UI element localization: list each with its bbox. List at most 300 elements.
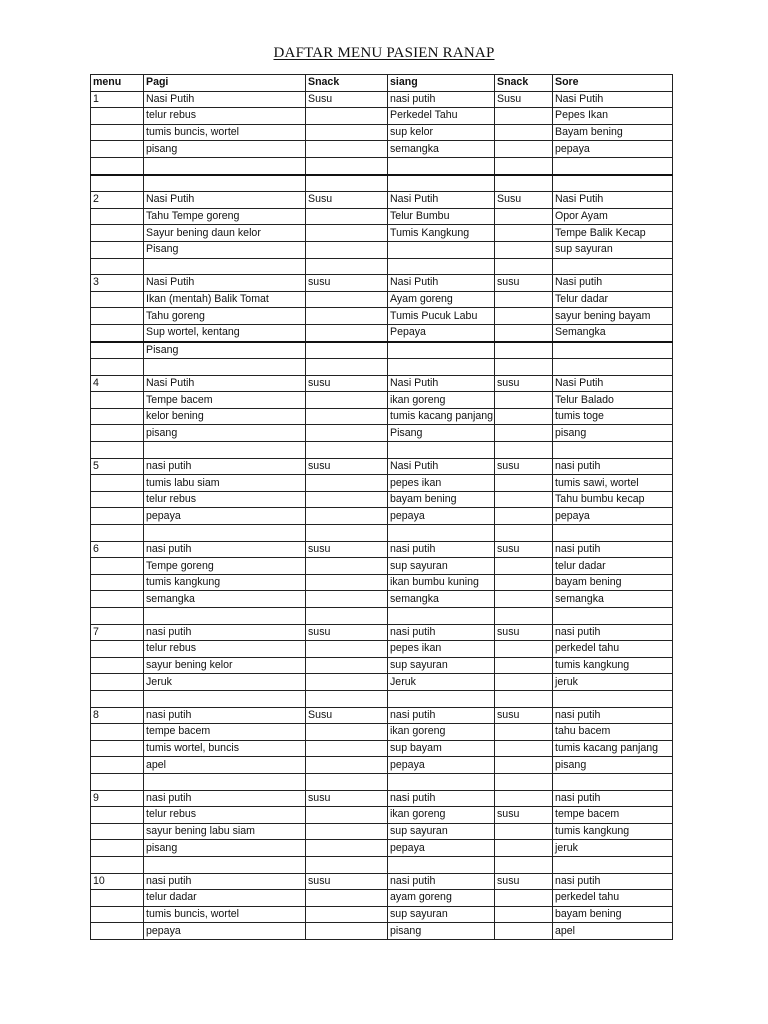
cell-snack-2 bbox=[495, 157, 553, 174]
cell-snack-1 bbox=[306, 856, 388, 873]
cell-siang: Tumis Kangkung bbox=[388, 225, 495, 242]
cell-siang bbox=[388, 608, 495, 625]
cell-sore: Bayam bening bbox=[553, 124, 673, 141]
cell-snack-2 bbox=[495, 906, 553, 923]
cell-snack-2: susu bbox=[495, 707, 553, 724]
cell-sore: sayur bening bayam bbox=[553, 308, 673, 325]
cell-siang: nasi putih bbox=[388, 91, 495, 108]
cell-menu-number: 9 bbox=[91, 790, 144, 807]
cell-menu-number bbox=[91, 856, 144, 873]
cell-siang bbox=[388, 442, 495, 459]
cell-siang: tumis kacang panjang bbox=[388, 408, 495, 425]
cell-sore bbox=[553, 773, 673, 790]
cell-siang: ikan goreng bbox=[388, 724, 495, 741]
cell-pagi: Tempe goreng bbox=[144, 558, 306, 575]
cell-snack-1 bbox=[306, 359, 388, 376]
cell-pagi: tumis kangkung bbox=[144, 574, 306, 591]
cell-sore: jeruk bbox=[553, 674, 673, 691]
cell-snack-1 bbox=[306, 525, 388, 542]
cell-snack-1: Susu bbox=[306, 91, 388, 108]
cell-snack-1 bbox=[306, 508, 388, 525]
cell-snack-1 bbox=[306, 442, 388, 459]
cell-menu-number: 10 bbox=[91, 873, 144, 890]
table-row bbox=[91, 674, 673, 691]
header-cell-pagi: Pagi bbox=[144, 75, 306, 92]
cell-siang: ayam goreng bbox=[388, 890, 495, 907]
cell-pagi: Nasi Putih bbox=[144, 375, 306, 392]
cell-siang: sup bayam bbox=[388, 740, 495, 757]
cell-menu-number bbox=[91, 657, 144, 674]
cell-pagi bbox=[144, 525, 306, 542]
header-cell-sore: Sore bbox=[553, 75, 673, 92]
cell-snack-1 bbox=[306, 690, 388, 707]
cell-pagi bbox=[144, 773, 306, 790]
cell-snack-2 bbox=[495, 291, 553, 308]
cell-menu-number: 5 bbox=[91, 458, 144, 475]
cell-menu-number bbox=[91, 807, 144, 824]
cell-snack-1 bbox=[306, 591, 388, 608]
cell-sore: tahu bacem bbox=[553, 724, 673, 741]
cell-snack-1 bbox=[306, 890, 388, 907]
cell-siang: Jeruk bbox=[388, 674, 495, 691]
table-row bbox=[91, 823, 673, 840]
cell-menu-number: 4 bbox=[91, 375, 144, 392]
cell-sore bbox=[553, 856, 673, 873]
cell-menu-number bbox=[91, 890, 144, 907]
cell-siang: sup sayuran bbox=[388, 558, 495, 575]
cell-snack-1 bbox=[306, 175, 388, 192]
cell-pagi: Jeruk bbox=[144, 674, 306, 691]
cell-snack-1: susu bbox=[306, 873, 388, 890]
cell-siang: ikan goreng bbox=[388, 807, 495, 824]
cell-menu-number bbox=[91, 740, 144, 757]
cell-pagi bbox=[144, 608, 306, 625]
cell-menu-number bbox=[91, 823, 144, 840]
cell-siang: nasi putih bbox=[388, 624, 495, 641]
cell-snack-1 bbox=[306, 840, 388, 857]
cell-menu-number bbox=[91, 308, 144, 325]
cell-snack-1 bbox=[306, 674, 388, 691]
cell-snack-1 bbox=[306, 823, 388, 840]
cell-siang: Perkedel Tahu bbox=[388, 108, 495, 125]
cell-snack-1 bbox=[306, 408, 388, 425]
cell-snack-2 bbox=[495, 175, 553, 192]
cell-snack-2 bbox=[495, 359, 553, 376]
cell-snack-1: Susu bbox=[306, 192, 388, 209]
cell-siang bbox=[388, 157, 495, 174]
cell-menu-number bbox=[91, 906, 144, 923]
cell-menu-number: 6 bbox=[91, 541, 144, 558]
table-row bbox=[91, 208, 673, 225]
cell-pagi: apel bbox=[144, 757, 306, 774]
cell-sore bbox=[553, 258, 673, 275]
cell-siang: sup kelor bbox=[388, 124, 495, 141]
cell-snack-1 bbox=[306, 491, 388, 508]
cell-pagi: nasi putih bbox=[144, 873, 306, 890]
cell-menu-number: 7 bbox=[91, 624, 144, 641]
cell-menu-number bbox=[91, 724, 144, 741]
table-row bbox=[91, 840, 673, 857]
cell-siang: nasi putih bbox=[388, 541, 495, 558]
cell-pagi: kelor bening bbox=[144, 408, 306, 425]
cell-snack-2 bbox=[495, 108, 553, 125]
cell-siang bbox=[388, 359, 495, 376]
cell-siang: nasi putih bbox=[388, 873, 495, 890]
cell-siang: Tumis Pucuk Labu bbox=[388, 308, 495, 325]
cell-snack-2 bbox=[495, 392, 553, 409]
cell-siang: sup sayuran bbox=[388, 906, 495, 923]
cell-sore bbox=[553, 157, 673, 174]
cell-sore bbox=[553, 442, 673, 459]
cell-snack-1 bbox=[306, 641, 388, 658]
cell-pagi: tempe bacem bbox=[144, 724, 306, 741]
cell-siang bbox=[388, 773, 495, 790]
table-row bbox=[91, 258, 673, 275]
cell-sore: tumis sawi, wortel bbox=[553, 475, 673, 492]
cell-menu-number bbox=[91, 591, 144, 608]
cell-sore: Tahu bumbu kecap bbox=[553, 491, 673, 508]
cell-snack-2 bbox=[495, 773, 553, 790]
cell-pagi: pisang bbox=[144, 425, 306, 442]
cell-pagi: pepaya bbox=[144, 508, 306, 525]
cell-siang: pepes ikan bbox=[388, 475, 495, 492]
cell-menu-number bbox=[91, 241, 144, 258]
cell-snack-2 bbox=[495, 208, 553, 225]
table-row bbox=[91, 141, 673, 158]
cell-siang: sup sayuran bbox=[388, 823, 495, 840]
document-title bbox=[0, 43, 768, 63]
cell-snack-1: susu bbox=[306, 275, 388, 292]
table-row bbox=[91, 724, 673, 741]
cell-sore: pisang bbox=[553, 425, 673, 442]
cell-snack-1: susu bbox=[306, 458, 388, 475]
cell-menu-number bbox=[91, 175, 144, 192]
cell-pagi: nasi putih bbox=[144, 790, 306, 807]
cell-snack-1: susu bbox=[306, 541, 388, 558]
cell-snack-1 bbox=[306, 773, 388, 790]
cell-siang bbox=[388, 342, 495, 359]
cell-sore: apel bbox=[553, 923, 673, 940]
cell-menu-number bbox=[91, 408, 144, 425]
table-row bbox=[91, 591, 673, 608]
cell-snack-2 bbox=[495, 525, 553, 542]
table-row bbox=[91, 275, 673, 292]
table-row bbox=[91, 541, 673, 558]
cell-menu-number bbox=[91, 108, 144, 125]
table-row bbox=[91, 375, 673, 392]
cell-siang: pisang bbox=[388, 923, 495, 940]
cell-siang: pepes ikan bbox=[388, 641, 495, 658]
cell-snack-2 bbox=[495, 491, 553, 508]
cell-menu-number bbox=[91, 923, 144, 940]
cell-snack-1: susu bbox=[306, 624, 388, 641]
table-row bbox=[91, 558, 673, 575]
cell-snack-1: susu bbox=[306, 375, 388, 392]
cell-snack-2 bbox=[495, 856, 553, 873]
cell-sore: perkedel tahu bbox=[553, 641, 673, 658]
table-row bbox=[91, 342, 673, 359]
cell-pagi: Sup wortel, kentang bbox=[144, 324, 306, 341]
table-row bbox=[91, 856, 673, 873]
cell-pagi: Nasi Putih bbox=[144, 91, 306, 108]
cell-snack-2 bbox=[495, 740, 553, 757]
cell-snack-2 bbox=[495, 241, 553, 258]
cell-sore: nasi putih bbox=[553, 707, 673, 724]
table-row bbox=[91, 308, 673, 325]
cell-sore: telur dadar bbox=[553, 558, 673, 575]
cell-snack-1 bbox=[306, 657, 388, 674]
cell-snack-2: susu bbox=[495, 275, 553, 292]
cell-pagi: telur rebus bbox=[144, 108, 306, 125]
cell-siang: Pisang bbox=[388, 425, 495, 442]
cell-pagi: Nasi Putih bbox=[144, 275, 306, 292]
cell-menu-number bbox=[91, 574, 144, 591]
cell-menu-number bbox=[91, 342, 144, 359]
cell-snack-1 bbox=[306, 241, 388, 258]
cell-snack-1 bbox=[306, 342, 388, 359]
table-row bbox=[91, 392, 673, 409]
menu-table bbox=[90, 74, 673, 940]
cell-snack-2 bbox=[495, 408, 553, 425]
cell-pagi bbox=[144, 442, 306, 459]
table-row bbox=[91, 359, 673, 376]
cell-sore: tumis toge bbox=[553, 408, 673, 425]
cell-sore: Nasi Putih bbox=[553, 375, 673, 392]
table-row bbox=[91, 690, 673, 707]
cell-menu-number: 1 bbox=[91, 91, 144, 108]
cell-snack-1 bbox=[306, 208, 388, 225]
cell-sore bbox=[553, 608, 673, 625]
cell-sore: Semangka bbox=[553, 324, 673, 341]
cell-sore bbox=[553, 175, 673, 192]
cell-sore: tempe bacem bbox=[553, 807, 673, 824]
cell-snack-2 bbox=[495, 724, 553, 741]
cell-snack-2 bbox=[495, 591, 553, 608]
cell-pagi: tumis labu siam bbox=[144, 475, 306, 492]
cell-pagi bbox=[144, 690, 306, 707]
cell-snack-1 bbox=[306, 157, 388, 174]
cell-sore: Opor Ayam bbox=[553, 208, 673, 225]
cell-snack-2 bbox=[495, 225, 553, 242]
cell-siang: pepaya bbox=[388, 508, 495, 525]
cell-snack-2 bbox=[495, 475, 553, 492]
cell-sore bbox=[553, 342, 673, 359]
cell-sore: pepaya bbox=[553, 508, 673, 525]
cell-menu-number bbox=[91, 157, 144, 174]
cell-menu-number bbox=[91, 425, 144, 442]
table-row bbox=[91, 608, 673, 625]
cell-sore: Telur dadar bbox=[553, 291, 673, 308]
cell-sore: Telur Balado bbox=[553, 392, 673, 409]
cell-pagi: nasi putih bbox=[144, 458, 306, 475]
cell-menu-number bbox=[91, 558, 144, 575]
cell-snack-2: susu bbox=[495, 375, 553, 392]
cell-menu-number bbox=[91, 690, 144, 707]
cell-snack-1 bbox=[306, 291, 388, 308]
cell-snack-2 bbox=[495, 308, 553, 325]
table-row bbox=[91, 491, 673, 508]
cell-sore: nasi putih bbox=[553, 873, 673, 890]
cell-pagi: Tahu Tempe goreng bbox=[144, 208, 306, 225]
cell-snack-1 bbox=[306, 225, 388, 242]
document-title-text: DAFTAR MENU PASIEN RANAP bbox=[273, 45, 495, 61]
cell-menu-number bbox=[91, 840, 144, 857]
cell-siang: semangka bbox=[388, 141, 495, 158]
cell-menu-number bbox=[91, 141, 144, 158]
cell-siang: sup sayuran bbox=[388, 657, 495, 674]
cell-menu-number bbox=[91, 359, 144, 376]
cell-snack-2 bbox=[495, 324, 553, 341]
table-row bbox=[91, 442, 673, 459]
cell-siang: Telur Bumbu bbox=[388, 208, 495, 225]
cell-pagi: tumis buncis, wortel bbox=[144, 124, 306, 141]
cell-siang: ikan goreng bbox=[388, 392, 495, 409]
table-row bbox=[91, 707, 673, 724]
cell-sore: Pepes Ikan bbox=[553, 108, 673, 125]
cell-snack-2 bbox=[495, 141, 553, 158]
cell-snack-2 bbox=[495, 757, 553, 774]
table-row bbox=[91, 923, 673, 940]
cell-menu-number bbox=[91, 124, 144, 141]
cell-sore: tumis kangkung bbox=[553, 657, 673, 674]
table-row bbox=[91, 225, 673, 242]
table-row bbox=[91, 740, 673, 757]
cell-snack-2 bbox=[495, 558, 553, 575]
cell-sore: perkedel tahu bbox=[553, 890, 673, 907]
cell-menu-number: 2 bbox=[91, 192, 144, 209]
cell-pagi: sayur bening kelor bbox=[144, 657, 306, 674]
cell-menu-number bbox=[91, 674, 144, 691]
cell-menu-number bbox=[91, 392, 144, 409]
cell-pagi: Nasi Putih bbox=[144, 192, 306, 209]
cell-sore: tumis kangkung bbox=[553, 823, 673, 840]
cell-snack-2: Susu bbox=[495, 192, 553, 209]
cell-sore: Nasi putih bbox=[553, 275, 673, 292]
cell-snack-2 bbox=[495, 657, 553, 674]
cell-siang: nasi putih bbox=[388, 790, 495, 807]
cell-snack-1 bbox=[306, 141, 388, 158]
cell-snack-1 bbox=[306, 475, 388, 492]
table-row bbox=[91, 906, 673, 923]
cell-snack-1 bbox=[306, 923, 388, 940]
cell-pagi bbox=[144, 856, 306, 873]
cell-snack-2: susu bbox=[495, 624, 553, 641]
header-cell-menu: menu bbox=[91, 75, 144, 92]
menu-table-body bbox=[91, 91, 673, 939]
cell-siang: ikan bumbu kuning bbox=[388, 574, 495, 591]
cell-pagi: telur rebus bbox=[144, 807, 306, 824]
table-row bbox=[91, 124, 673, 141]
cell-menu-number: 3 bbox=[91, 275, 144, 292]
cell-pagi: pisang bbox=[144, 141, 306, 158]
table-row bbox=[91, 408, 673, 425]
cell-snack-2: susu bbox=[495, 873, 553, 890]
table-row bbox=[91, 773, 673, 790]
cell-pagi: Pisang bbox=[144, 241, 306, 258]
cell-sore bbox=[553, 359, 673, 376]
cell-siang bbox=[388, 175, 495, 192]
cell-pagi: telur rebus bbox=[144, 641, 306, 658]
cell-snack-2 bbox=[495, 790, 553, 807]
cell-snack-2 bbox=[495, 823, 553, 840]
header-cell-snack-1: Snack bbox=[306, 75, 388, 92]
cell-sore: pepaya bbox=[553, 141, 673, 158]
table-row bbox=[91, 508, 673, 525]
cell-menu-number bbox=[91, 475, 144, 492]
cell-pagi: nasi putih bbox=[144, 624, 306, 641]
cell-pagi: nasi putih bbox=[144, 707, 306, 724]
cell-sore: semangka bbox=[553, 591, 673, 608]
cell-snack-2: susu bbox=[495, 458, 553, 475]
cell-snack-1: susu bbox=[306, 790, 388, 807]
cell-snack-2: susu bbox=[495, 807, 553, 824]
cell-snack-2 bbox=[495, 508, 553, 525]
cell-siang: Nasi Putih bbox=[388, 275, 495, 292]
cell-menu-number bbox=[91, 608, 144, 625]
table-row bbox=[91, 890, 673, 907]
cell-snack-2 bbox=[495, 608, 553, 625]
cell-siang: Nasi Putih bbox=[388, 458, 495, 475]
cell-siang: Ayam goreng bbox=[388, 291, 495, 308]
cell-menu-number bbox=[91, 291, 144, 308]
cell-siang bbox=[388, 690, 495, 707]
cell-siang: pepaya bbox=[388, 757, 495, 774]
table-row bbox=[91, 525, 673, 542]
cell-snack-2 bbox=[495, 425, 553, 442]
cell-pagi: Tahu goreng bbox=[144, 308, 306, 325]
header-cell-siang: siang bbox=[388, 75, 495, 92]
cell-pagi: tumis buncis, wortel bbox=[144, 906, 306, 923]
cell-siang: bayam bening bbox=[388, 491, 495, 508]
table-row bbox=[91, 458, 673, 475]
table-row bbox=[91, 574, 673, 591]
cell-pagi: Ikan (mentah) Balik Tomat bbox=[144, 291, 306, 308]
table-row bbox=[91, 91, 673, 108]
cell-snack-1 bbox=[306, 757, 388, 774]
table-row bbox=[91, 475, 673, 492]
cell-sore: jeruk bbox=[553, 840, 673, 857]
cell-snack-1 bbox=[306, 608, 388, 625]
cell-menu-number bbox=[91, 773, 144, 790]
cell-siang: semangka bbox=[388, 591, 495, 608]
cell-siang: nasi putih bbox=[388, 707, 495, 724]
cell-snack-1 bbox=[306, 558, 388, 575]
cell-menu-number bbox=[91, 508, 144, 525]
cell-menu-number bbox=[91, 208, 144, 225]
cell-snack-1 bbox=[306, 124, 388, 141]
cell-menu-number: 8 bbox=[91, 707, 144, 724]
cell-snack-1 bbox=[306, 324, 388, 341]
table-row bbox=[91, 757, 673, 774]
cell-sore: Tempe Balik Kecap bbox=[553, 225, 673, 242]
cell-snack-1 bbox=[306, 425, 388, 442]
cell-snack-1 bbox=[306, 108, 388, 125]
cell-snack-1 bbox=[306, 740, 388, 757]
cell-siang bbox=[388, 856, 495, 873]
cell-pagi: nasi putih bbox=[144, 541, 306, 558]
cell-sore: Nasi Putih bbox=[553, 192, 673, 209]
cell-menu-number bbox=[91, 225, 144, 242]
cell-pagi: Pisang bbox=[144, 342, 306, 359]
cell-siang: Pepaya bbox=[388, 324, 495, 341]
cell-menu-number bbox=[91, 258, 144, 275]
cell-sore: nasi putih bbox=[553, 458, 673, 475]
table-row bbox=[91, 324, 673, 341]
cell-siang: Nasi Putih bbox=[388, 192, 495, 209]
cell-sore: nasi putih bbox=[553, 624, 673, 641]
cell-snack-2 bbox=[495, 890, 553, 907]
cell-snack-2: Susu bbox=[495, 91, 553, 108]
